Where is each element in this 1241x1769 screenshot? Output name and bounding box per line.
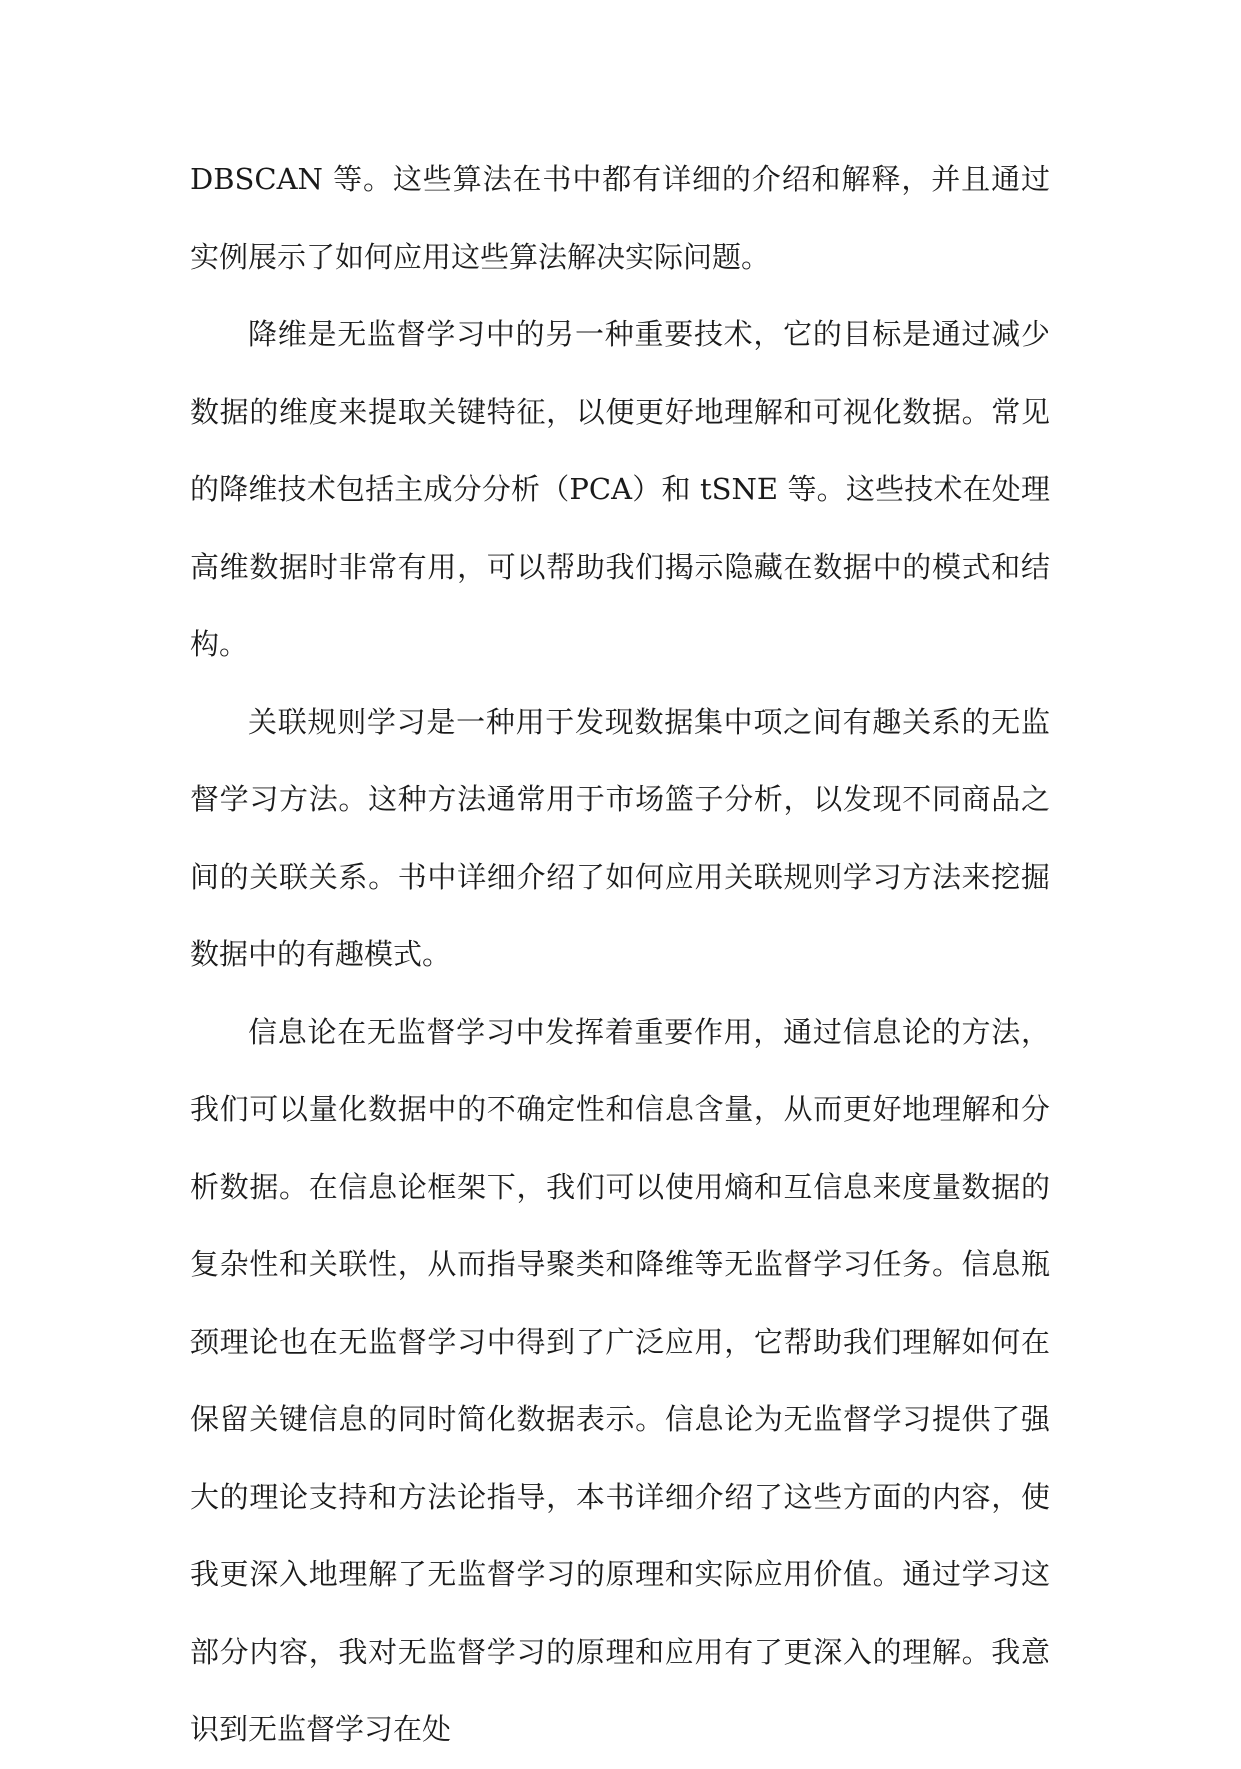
paragraph-association-rules: 关联规则学习是一种用于发现数据集中项之间有趣关系的无监督学习方法。这种方法通常用于市场篮子分析，以发现不同商品之间的关联关系。书中详细介绍了如何应用关联规则学习方法来挖掘数据中的有趣模式。 (190, 704, 1050, 971)
document-body (190, 141, 1050, 1769)
paragraph-information-theory: 信息论在无监督学习中发挥着重要作用，通过信息论的方法，我们可以量化数据中的不确定性和信息含量，从而更好地理解和分析数据。在信息论框架下，我们可以使用熵和互信息来度量数据的复杂性和关联性，从而指导聚类和降维等无监督学习任务。信息瓶颈理论也在无监督学习中得到了广泛应用，它帮助我们理解如何在保留关键信息的同时简化数据表示。信息论为无监督学习提供了强大的理论支持和方法论指导，本书详细介绍了这些方面的内容，使我更深入地理解了无监督学习的原理和实际应用价值。通过学习这部分内容，我对无监督学习的原理和应用有了更深入的理解。我意识到无监督学习在处 (190, 1014, 1050, 1746)
paragraph-dimensionality-reduction: 降维是无监督学习中的另一种重要技术，它的目标是通过减少数据的维度来提取关键特征，以便更好地理解和可视化数据。常见的降维技术包括主成分分析（PCA）和 tSNE 等。这些技术在处理高维数据时非常有用，可以帮助我们揭示隐藏在数据中的模式和结构。 (190, 317, 1050, 661)
paragraph-dbscan-intro: DBSCAN 等。这些算法在书中都有详细的介绍和解释，并且通过实例展示了如何应用这些算法解决实际问题。 (190, 162, 1050, 274)
